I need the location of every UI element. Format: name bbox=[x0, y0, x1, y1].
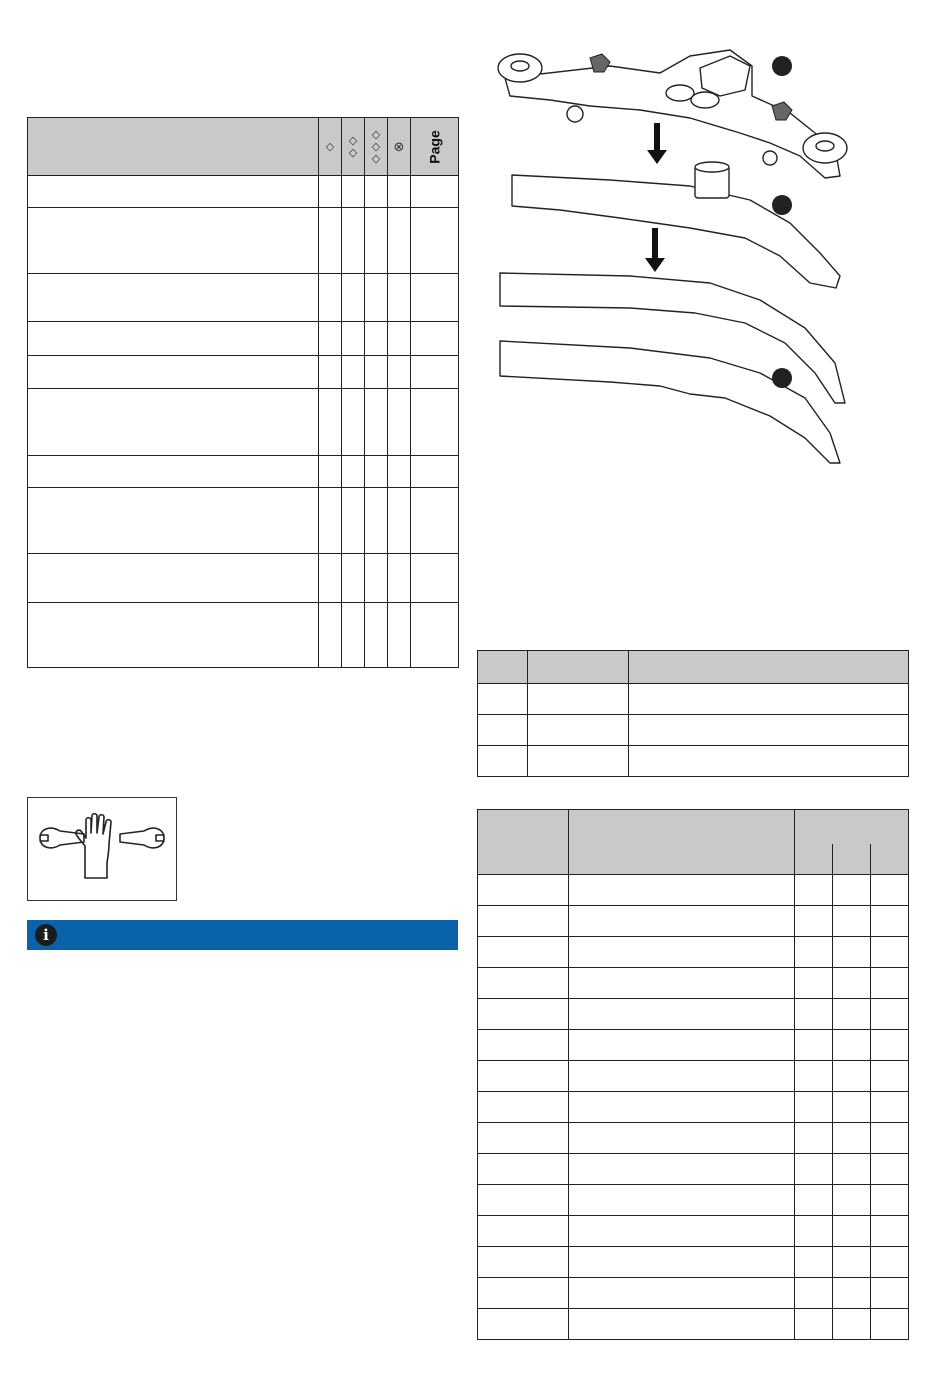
spec-value-subcell bbox=[795, 1030, 833, 1060]
squeegee-exploded-diagram bbox=[490, 38, 870, 468]
part-number-cell bbox=[528, 715, 629, 746]
spec-value-subcell bbox=[871, 1185, 908, 1215]
page-cell bbox=[411, 356, 459, 389]
interval-3-cell bbox=[365, 356, 388, 389]
interval-2-cell bbox=[342, 389, 365, 456]
interval-1-cell bbox=[319, 274, 342, 322]
spec-value-subcell bbox=[871, 999, 908, 1029]
interval-2-cell bbox=[342, 322, 365, 356]
interval-2-cell bbox=[342, 488, 365, 554]
interval-symbol-3-header: ◇ ◇ ◇ bbox=[365, 118, 388, 176]
spec-key-cell bbox=[478, 1123, 569, 1154]
table-row bbox=[28, 208, 459, 274]
spec-value-subcell bbox=[795, 999, 833, 1029]
page-cell bbox=[411, 176, 459, 208]
spec-values-cell bbox=[795, 937, 909, 968]
interval-2-cell bbox=[342, 554, 365, 603]
spec-values-cell bbox=[795, 1309, 909, 1340]
spec-value-subcell bbox=[795, 875, 833, 905]
spec-values-cell bbox=[795, 1061, 909, 1092]
task-cell bbox=[28, 389, 319, 456]
spec-value-subcell bbox=[833, 1061, 871, 1091]
item-number-cell bbox=[478, 684, 528, 715]
spec-value-subcell bbox=[795, 1154, 833, 1184]
interval-2-cell bbox=[342, 356, 365, 389]
interval-4-cell bbox=[388, 274, 411, 322]
spec-desc-cell bbox=[569, 1309, 795, 1340]
description-cell bbox=[629, 684, 909, 715]
interval-3-cell bbox=[365, 603, 388, 668]
interval-3-cell bbox=[365, 389, 388, 456]
spec-value-subcell bbox=[871, 1092, 908, 1122]
spec-values-cell bbox=[795, 1154, 909, 1185]
table-row bbox=[28, 554, 459, 603]
interval-symbol-4-header: ⊗ bbox=[388, 118, 411, 176]
spec-desc-cell bbox=[569, 1061, 795, 1092]
table-row bbox=[28, 176, 459, 208]
spec-desc-cell bbox=[569, 1216, 795, 1247]
page-cell bbox=[411, 322, 459, 356]
spec-value-subcell bbox=[795, 1216, 833, 1246]
interval-3-cell bbox=[365, 176, 388, 208]
part-number-cell bbox=[528, 684, 629, 715]
interval-1-cell bbox=[319, 176, 342, 208]
spec-values-cell bbox=[795, 1216, 909, 1247]
task-cell bbox=[28, 488, 319, 554]
interval-4-cell bbox=[388, 456, 411, 488]
page-cell bbox=[411, 603, 459, 668]
table-row bbox=[478, 999, 909, 1030]
spec-value-subcell bbox=[833, 1092, 871, 1122]
interval-4-cell bbox=[388, 389, 411, 456]
interval-3-cell bbox=[365, 208, 388, 274]
spec-value-subcell bbox=[795, 968, 833, 998]
spec-value-subcell bbox=[833, 1278, 871, 1308]
spec-value-subcell bbox=[795, 1309, 833, 1339]
spec-desc-cell bbox=[569, 1030, 795, 1061]
spec-value-subcell bbox=[795, 1247, 833, 1277]
interval-1-cell bbox=[319, 356, 342, 389]
table-row bbox=[478, 746, 909, 777]
protective-gloves-pictogram bbox=[27, 797, 177, 901]
spec-desc-cell bbox=[569, 1154, 795, 1185]
diagram-marker-3 bbox=[772, 368, 792, 388]
spec-value-subcell bbox=[871, 1154, 908, 1184]
spec-value-subcell bbox=[833, 1154, 871, 1184]
interval-1-cell bbox=[319, 554, 342, 603]
table-row bbox=[478, 715, 909, 746]
spec-desc-cell bbox=[569, 875, 795, 906]
spec-desc-cell bbox=[569, 1247, 795, 1278]
task-cell bbox=[28, 322, 319, 356]
spec-value-subcell bbox=[833, 1030, 871, 1060]
spec-desc-cell bbox=[569, 937, 795, 968]
table-row bbox=[478, 875, 909, 906]
spec-key-cell bbox=[478, 1092, 569, 1123]
interval-2-cell bbox=[342, 603, 365, 668]
spec-key-cell bbox=[478, 999, 569, 1030]
interval-1-cell bbox=[319, 488, 342, 554]
spec-value-subcell bbox=[871, 1309, 908, 1339]
table-row bbox=[28, 603, 459, 668]
task-cell bbox=[28, 176, 319, 208]
spec-desc-cell bbox=[569, 1123, 795, 1154]
interval-1-cell bbox=[319, 456, 342, 488]
legend-header-row bbox=[478, 651, 909, 684]
spec-value-subcell bbox=[795, 1092, 833, 1122]
page-cell bbox=[411, 554, 459, 603]
spec-key-cell bbox=[478, 1185, 569, 1216]
spec-desc-cell bbox=[569, 1185, 795, 1216]
spec-key-cell bbox=[478, 1154, 569, 1185]
interval-symbol-1-header: ◇ bbox=[319, 118, 342, 176]
interval-2-cell bbox=[342, 456, 365, 488]
spec-value-subcell bbox=[871, 968, 908, 998]
spec-key-cell bbox=[478, 875, 569, 906]
parts-legend-table bbox=[477, 650, 909, 777]
spec-values-cell bbox=[795, 1030, 909, 1061]
interval-3-cell bbox=[365, 554, 388, 603]
item-number-cell bbox=[478, 746, 528, 777]
spec-value-subcell bbox=[871, 937, 908, 967]
table-row bbox=[478, 1185, 909, 1216]
spec-value-subcell bbox=[833, 1185, 871, 1215]
interval-1-cell bbox=[319, 208, 342, 274]
spec-desc-cell bbox=[569, 1092, 795, 1123]
interval-2-cell bbox=[342, 274, 365, 322]
diagram-marker-2 bbox=[772, 195, 792, 215]
table-row bbox=[478, 1247, 909, 1278]
table-row bbox=[28, 456, 459, 488]
table-row bbox=[28, 488, 459, 554]
table-row bbox=[478, 1216, 909, 1247]
spec-value-subcell bbox=[871, 1030, 908, 1060]
spec-values-cell bbox=[795, 1123, 909, 1154]
interval-1-cell bbox=[319, 603, 342, 668]
spec-value-subcell bbox=[833, 999, 871, 1029]
maintenance-header-row bbox=[28, 118, 459, 176]
table-row bbox=[478, 1092, 909, 1123]
spec-value-subcell bbox=[795, 937, 833, 967]
spec-value-subcell bbox=[871, 906, 908, 936]
specifications-table bbox=[477, 809, 909, 1340]
spec-value-subcell bbox=[795, 1278, 833, 1308]
interval-4-cell bbox=[388, 603, 411, 668]
spec-desc-cell bbox=[569, 1278, 795, 1309]
table-row bbox=[28, 274, 459, 322]
info-icon: i bbox=[35, 924, 57, 946]
page-cell bbox=[411, 274, 459, 322]
spec-group-header bbox=[795, 810, 909, 875]
description-cell bbox=[629, 746, 909, 777]
spec-values-cell bbox=[795, 1247, 909, 1278]
spec-key-cell bbox=[478, 1278, 569, 1309]
part-number-cell bbox=[528, 746, 629, 777]
spec-value-subcell bbox=[871, 1061, 908, 1091]
task-column-header bbox=[28, 118, 319, 176]
spec-desc-cell bbox=[569, 968, 795, 999]
diagram-marker-1 bbox=[772, 56, 792, 76]
table-row bbox=[478, 1123, 909, 1154]
wrench-glove-icon bbox=[28, 798, 176, 900]
spec-value-subcell bbox=[871, 1216, 908, 1246]
spec-value-subcell bbox=[795, 1185, 833, 1215]
task-cell bbox=[28, 603, 319, 668]
task-cell bbox=[28, 208, 319, 274]
table-row bbox=[478, 1309, 909, 1340]
spec-values-cell bbox=[795, 1185, 909, 1216]
page-column-header: Page bbox=[411, 118, 459, 176]
spec-values-cell bbox=[795, 1278, 909, 1309]
spec-values-cell bbox=[795, 875, 909, 906]
description-cell bbox=[629, 715, 909, 746]
spec-desc-cell bbox=[569, 906, 795, 937]
info-bar bbox=[27, 920, 458, 950]
spec-key-cell bbox=[478, 1061, 569, 1092]
table-row bbox=[28, 322, 459, 356]
spec-key-cell bbox=[478, 1247, 569, 1278]
maintenance-table bbox=[27, 117, 459, 668]
spec-value-subcell bbox=[833, 906, 871, 936]
spec-key-cell bbox=[478, 1309, 569, 1340]
spec-values-cell bbox=[795, 1092, 909, 1123]
spec-value-subcell bbox=[833, 1216, 871, 1246]
table-row bbox=[478, 1030, 909, 1061]
spec-value-subcell bbox=[833, 1123, 871, 1153]
spec-value-subcell bbox=[871, 1123, 908, 1153]
interval-1-cell bbox=[319, 322, 342, 356]
spec-value-subcell bbox=[833, 875, 871, 905]
spec-value-subcell bbox=[795, 906, 833, 936]
page-cell bbox=[411, 488, 459, 554]
interval-3-cell bbox=[365, 456, 388, 488]
interval-4-cell bbox=[388, 356, 411, 389]
interval-4-cell bbox=[388, 554, 411, 603]
page-cell bbox=[411, 208, 459, 274]
table-row bbox=[478, 937, 909, 968]
interval-3-cell bbox=[365, 488, 388, 554]
spec-key-cell bbox=[478, 968, 569, 999]
table-row bbox=[478, 684, 909, 715]
spec-key-cell bbox=[478, 937, 569, 968]
spec-header-row bbox=[478, 810, 909, 875]
task-cell bbox=[28, 554, 319, 603]
spec-values-cell bbox=[795, 999, 909, 1030]
task-cell bbox=[28, 274, 319, 322]
spec-value-subcell bbox=[871, 1278, 908, 1308]
page-cell bbox=[411, 389, 459, 456]
page-cell bbox=[411, 456, 459, 488]
spec-value-subcell bbox=[795, 1061, 833, 1091]
interval-1-cell bbox=[319, 389, 342, 456]
spec-key-cell bbox=[478, 1216, 569, 1247]
spec-value-subcell bbox=[833, 1247, 871, 1277]
table-row bbox=[478, 906, 909, 937]
table-row bbox=[478, 968, 909, 999]
interval-4-cell bbox=[388, 208, 411, 274]
table-row bbox=[478, 1154, 909, 1185]
spec-key-cell bbox=[478, 906, 569, 937]
interval-symbol-2-header: ◇ ◇ bbox=[342, 118, 365, 176]
item-number-cell bbox=[478, 715, 528, 746]
interval-4-cell bbox=[388, 176, 411, 208]
interval-2-cell bbox=[342, 208, 365, 274]
spec-value-subcell bbox=[833, 1309, 871, 1339]
spec-values-cell bbox=[795, 906, 909, 937]
spec-key-cell bbox=[478, 1030, 569, 1061]
spec-value-subcell bbox=[871, 875, 908, 905]
spec-values-cell bbox=[795, 968, 909, 999]
spec-value-subcell bbox=[795, 1123, 833, 1153]
interval-3-cell bbox=[365, 274, 388, 322]
spec-desc-cell bbox=[569, 999, 795, 1030]
spec-value-subcell bbox=[833, 968, 871, 998]
spec-value-subcell bbox=[871, 1247, 908, 1277]
interval-2-cell bbox=[342, 176, 365, 208]
table-row bbox=[28, 356, 459, 389]
interval-3-cell bbox=[365, 322, 388, 356]
task-cell bbox=[28, 456, 319, 488]
spec-value-subcell bbox=[833, 937, 871, 967]
interval-4-cell bbox=[388, 488, 411, 554]
table-row bbox=[478, 1278, 909, 1309]
table-row bbox=[478, 1061, 909, 1092]
interval-4-cell bbox=[388, 322, 411, 356]
task-cell bbox=[28, 356, 319, 389]
table-row bbox=[28, 389, 459, 456]
